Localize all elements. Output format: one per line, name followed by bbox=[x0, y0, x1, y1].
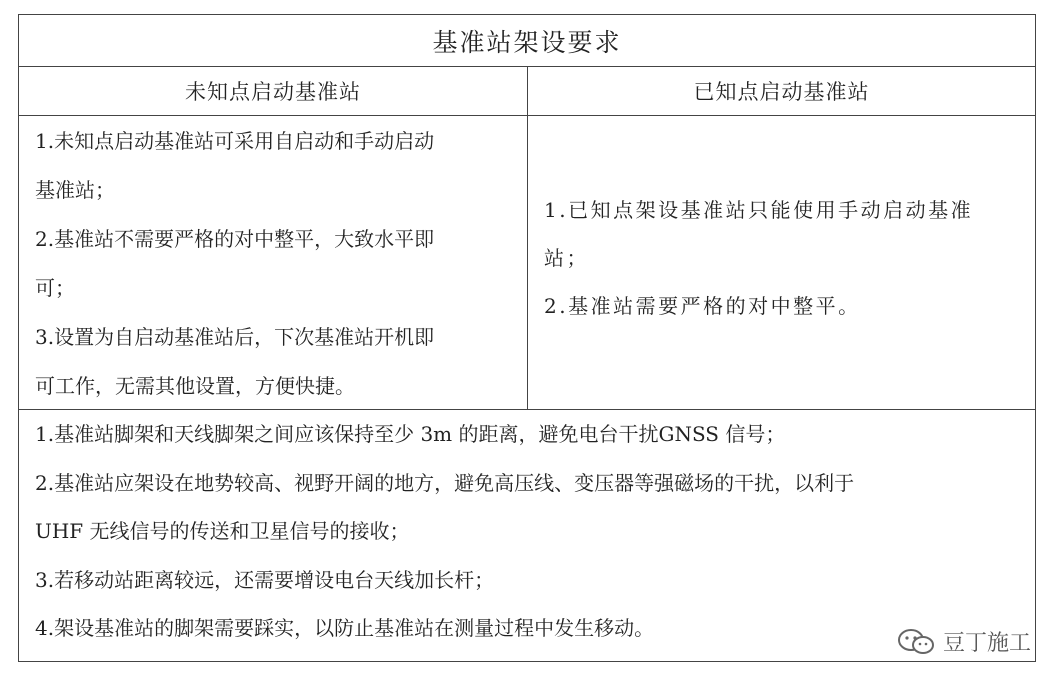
notes-row bbox=[19, 410, 1035, 661]
known-point-text bbox=[544, 186, 1024, 330]
header-unknown-point: 未知点启动基准站 bbox=[19, 67, 528, 115]
cell-unknown-point bbox=[19, 116, 528, 409]
note-line: UHF 无线信号的传送和卫星信号的接收； bbox=[35, 519, 410, 543]
header-known-point: 已知点启动基准站 bbox=[693, 80, 870, 104]
text-line: 1.未知点启动基准站可采用自启动和手动启动 bbox=[35, 129, 435, 153]
note-line: 2.基准站应架设在地势较高、视野开阔的地方，避免高压线、变压器等强磁场的干扰，以利于 bbox=[35, 470, 855, 495]
notes-text bbox=[35, 410, 1025, 653]
text-line: 1.已知点架设基准站只能使用手动启动基准 bbox=[544, 198, 974, 222]
note-line: 4.架设基准站的脚架需要踩实，以防止基准站在测量过程中发生移动。 bbox=[35, 616, 655, 640]
text-line: 可工作，无需其他设置，方便快捷。 bbox=[35, 374, 355, 398]
text-line: 站； bbox=[544, 246, 589, 270]
header-row bbox=[19, 67, 1035, 116]
body-row bbox=[19, 116, 1035, 410]
note-line: 1.基准站脚架和天线脚架之间应该保持至少 3m 的距离，避免电台干扰GNSS 信号； bbox=[35, 422, 786, 446]
text-line: 2.基准站不需要严格的对中整平，大致水平即 bbox=[35, 227, 435, 251]
watermark-text: 豆丁施工 bbox=[942, 631, 1031, 656]
note-line: 3.若移动站距离较远，还需要增设电台天线加长杆； bbox=[35, 567, 495, 592]
text-line: 3.设置为自启动基准站后，下次基准站开机即 bbox=[35, 325, 435, 349]
watermark bbox=[897, 626, 1031, 657]
cell-known-point bbox=[528, 116, 1035, 409]
requirements-table bbox=[18, 14, 1036, 662]
text-line: 可； bbox=[35, 276, 75, 300]
table-title: 基准站架设要求 bbox=[19, 15, 1035, 67]
text-line: 基准站； bbox=[35, 178, 115, 202]
text-line: 2.基准站需要严格的对中整平。 bbox=[544, 294, 861, 318]
wechat-icon bbox=[897, 628, 935, 656]
unknown-point-text bbox=[35, 117, 515, 411]
